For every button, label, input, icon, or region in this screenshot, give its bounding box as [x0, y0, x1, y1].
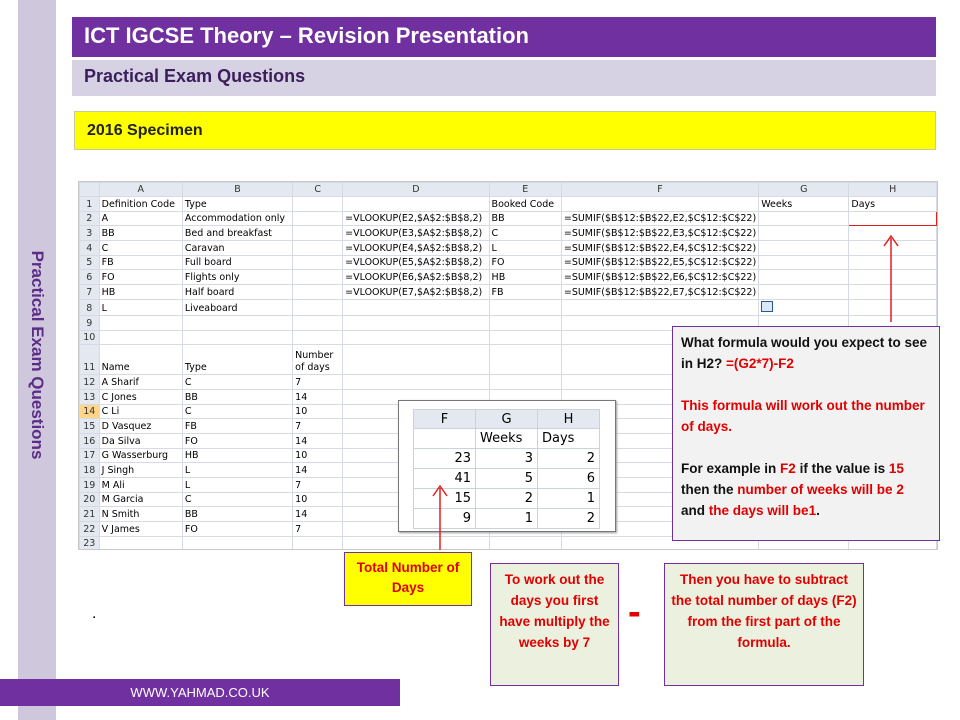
cell: C [182, 492, 292, 507]
cell [343, 345, 489, 375]
row-header-selected: 14 [80, 404, 100, 419]
cell [489, 330, 561, 345]
cell: 2 [538, 449, 600, 469]
stray-dot: . [92, 605, 97, 622]
cell: Name [99, 345, 182, 375]
sheet-row [80, 211, 937, 226]
cell: 2 [538, 509, 600, 529]
cell: FB [182, 419, 292, 434]
cell: C [182, 375, 292, 390]
sheet-row [80, 299, 937, 315]
cell [293, 255, 343, 270]
cell: 7 [293, 419, 343, 434]
cell: Type [182, 345, 292, 375]
zoomed-grid [413, 409, 600, 529]
question-prompt: What formula would you expect to see in H2? [681, 335, 928, 371]
cell [182, 330, 292, 345]
cell: M Ali [99, 478, 182, 493]
example-text: then the [681, 482, 734, 497]
col-header: D [343, 183, 489, 197]
cell: Weeks [759, 197, 849, 212]
cell: HB [489, 270, 561, 285]
cell: =VLOOKUP(E7,$A$2:$B$8,2) [343, 285, 489, 300]
cell [849, 255, 937, 270]
cell [759, 270, 849, 285]
row-header: 23 [80, 536, 100, 550]
cell [489, 299, 561, 315]
cell: 1 [476, 509, 538, 529]
worked-example [681, 458, 931, 521]
row-header: 19 [80, 478, 100, 493]
sidebar-label: Practical Exam Questions [28, 250, 47, 460]
example-days-value: 1 [808, 503, 817, 518]
cell [293, 315, 343, 330]
cell [343, 330, 489, 345]
cell [343, 375, 489, 390]
example-weeks-value: 2 [896, 482, 904, 497]
cell [759, 285, 849, 300]
cell: 23 [414, 449, 476, 469]
cell: 41 [414, 469, 476, 489]
cell [293, 197, 343, 212]
row-header: 9 [80, 315, 100, 330]
example-end: . [816, 503, 820, 518]
answer-explanation: This formula will work out the number of days. [681, 398, 925, 434]
cell [293, 299, 343, 315]
cell: Da Silva [99, 433, 182, 448]
cell [561, 299, 758, 315]
cell: A Sharif [99, 375, 182, 390]
cell: 5 [476, 469, 538, 489]
cell: C [99, 241, 182, 256]
cell: HB [99, 285, 182, 300]
cell-h2-highlight [849, 211, 937, 226]
row-header: 18 [80, 463, 100, 478]
cell: A [99, 211, 182, 226]
zoom-row [414, 429, 600, 449]
cell: 6 [538, 469, 600, 489]
row-header: 12 [80, 375, 100, 390]
row-header: 8 [80, 299, 100, 315]
cell: Accommodation only [182, 211, 292, 226]
cell [99, 536, 182, 550]
cell: C Jones [99, 389, 182, 404]
cell: D Vasquez [99, 419, 182, 434]
cell: 1 [538, 489, 600, 509]
cell [759, 299, 849, 315]
cell: 14 [293, 463, 343, 478]
cell [759, 241, 849, 256]
row-header: 3 [80, 226, 100, 241]
cell: HB [182, 448, 292, 463]
row-header: 4 [80, 241, 100, 256]
cell: N Smith [99, 507, 182, 522]
row-header: 2 [80, 211, 100, 226]
cell: 14 [293, 433, 343, 448]
cell [293, 241, 343, 256]
cell [489, 375, 561, 390]
cell: 9 [414, 509, 476, 529]
cell [99, 315, 182, 330]
cell [343, 197, 489, 212]
cell [759, 226, 849, 241]
cell: Days [538, 429, 600, 449]
col-header: C [293, 183, 343, 197]
multiply-weeks-callout: To work out the days you first have multiply the weeks by 7 [490, 563, 619, 686]
row-header: 17 [80, 448, 100, 463]
cell [414, 429, 476, 449]
row-header: 16 [80, 433, 100, 448]
example-weeks-text: number of weeks will be [737, 482, 893, 497]
cell [343, 315, 489, 330]
cell: 10 [293, 492, 343, 507]
cell [182, 536, 292, 550]
cell: BB [99, 226, 182, 241]
cell: 10 [293, 448, 343, 463]
cell: L [182, 478, 292, 493]
cell [561, 197, 758, 212]
cell: Flights only [182, 270, 292, 285]
cell: M Garcia [99, 492, 182, 507]
cell: 14 [293, 389, 343, 404]
cell: 3 [476, 449, 538, 469]
cell: 7 [293, 375, 343, 390]
cell: C [489, 226, 561, 241]
cell [849, 299, 937, 315]
example-text: For example in [681, 461, 777, 476]
cell: =SUMIF($B$12:$B$22,E3,$C$12:$C$22) [561, 226, 758, 241]
row-header: 15 [80, 419, 100, 434]
zoom-row [414, 509, 600, 529]
cell: FO [182, 522, 292, 537]
cell: Booked Code [489, 197, 561, 212]
col-header: G [476, 410, 538, 429]
cell: Definition Code [99, 197, 182, 212]
col-header: H [538, 410, 600, 429]
col-header: G [759, 183, 849, 197]
row-header: 13 [80, 389, 100, 404]
zoom-row [414, 449, 600, 469]
zoom-row [414, 489, 600, 509]
col-header: E [489, 183, 561, 197]
zoom-row [414, 469, 600, 489]
col-header: H [849, 183, 937, 197]
cell [293, 536, 343, 550]
question-callout [672, 326, 940, 541]
cell: FO [182, 433, 292, 448]
cell [489, 345, 561, 375]
sheet-row [80, 270, 937, 285]
cell: FB [489, 285, 561, 300]
cell: =VLOOKUP(E5,$A$2:$B$8,2) [343, 255, 489, 270]
sheet-row [80, 226, 937, 241]
example-text: if the value is [799, 461, 886, 476]
cell: =VLOOKUP(E3,$A$2:$B$8,2) [343, 226, 489, 241]
footer-website[interactable]: WWW.YAHMAD.CO.UK [0, 679, 400, 706]
sheet-row [80, 241, 937, 256]
cell: J Singh [99, 463, 182, 478]
cell: =SUMIF($B$12:$B$22,E6,$C$12:$C$22) [561, 270, 758, 285]
cell: 14 [293, 507, 343, 522]
cell: G Wasserburg [99, 448, 182, 463]
row-header: 1 [80, 197, 100, 212]
cell: C [182, 404, 292, 419]
cell [293, 211, 343, 226]
col-header: F [414, 410, 476, 429]
col-header: F [561, 183, 758, 197]
cell [849, 270, 937, 285]
cell: Weeks [476, 429, 538, 449]
cell: 2 [476, 489, 538, 509]
cell: BB [182, 507, 292, 522]
cell: FO [99, 270, 182, 285]
cell: =SUMIF($B$12:$B$22,E7,$C$12:$C$22) [561, 285, 758, 300]
question-text [681, 332, 931, 374]
cell [293, 270, 343, 285]
cell [849, 241, 937, 256]
sheet-row [80, 285, 937, 300]
cell [489, 315, 561, 330]
row-header: 5 [80, 255, 100, 270]
cell: Number of days [293, 345, 343, 375]
row-header: 6 [80, 270, 100, 285]
cell [489, 536, 561, 550]
total-days-callout: Total Number of Days [344, 552, 472, 606]
cell [343, 299, 489, 315]
zoomed-spreadsheet-inset [398, 400, 616, 532]
cell [293, 226, 343, 241]
row-header: 21 [80, 507, 100, 522]
column-header-row [80, 183, 937, 197]
cell: Full board [182, 255, 292, 270]
cell [343, 536, 489, 550]
sheet-row [80, 255, 937, 270]
cell: FO [489, 255, 561, 270]
cell [99, 330, 182, 345]
cell [182, 315, 292, 330]
cell: 10 [293, 404, 343, 419]
sheet-row [80, 197, 937, 212]
cell: 15 [414, 489, 476, 509]
cell: BB [489, 211, 561, 226]
cell: =VLOOKUP(E4,$A$2:$B$8,2) [343, 241, 489, 256]
cell: Half board [182, 285, 292, 300]
example-value: 15 [888, 461, 904, 476]
cell [849, 226, 937, 241]
col-header: B [182, 183, 292, 197]
row-header: 20 [80, 492, 100, 507]
cell: Liveaboard [182, 299, 292, 315]
cell: L [182, 463, 292, 478]
cell: V James [99, 522, 182, 537]
cell: 7 [293, 478, 343, 493]
cell: =SUMIF($B$12:$B$22,E2,$C$12:$C$22) [561, 211, 758, 226]
autofill-options-icon[interactable] [761, 301, 773, 312]
row-header: 22 [80, 522, 100, 537]
cell: BB [182, 389, 292, 404]
cell: Type [182, 197, 292, 212]
cell: C Li [99, 404, 182, 419]
zoom-column-header-row [414, 410, 600, 429]
minus-sign: - [628, 591, 641, 633]
cell [293, 330, 343, 345]
row-header: 11 [80, 345, 100, 375]
cell: =VLOOKUP(E2,$A$2:$B$8,2) [343, 211, 489, 226]
cell [759, 211, 849, 226]
cell [849, 285, 937, 300]
cell: L [99, 299, 182, 315]
cell: Days [849, 197, 937, 212]
slide-subtitle: Practical Exam Questions [72, 60, 936, 96]
cell: =SUMIF($B$12:$B$22,E5,$C$12:$C$22) [561, 255, 758, 270]
question-answer: =(G2*7)-F2 [726, 356, 794, 371]
cell: FB [99, 255, 182, 270]
cell: =VLOOKUP(E6,$A$2:$B$8,2) [343, 270, 489, 285]
cell: 7 [293, 522, 343, 537]
cell: L [489, 241, 561, 256]
cell [293, 285, 343, 300]
example-cell: F2 [780, 461, 796, 476]
slide-title: ICT IGCSE Theory – Revision Presentation [72, 17, 936, 57]
cell: =SUMIF($B$12:$B$22,E4,$C$12:$C$22) [561, 241, 758, 256]
row-header: 10 [80, 330, 100, 345]
section-heading: 2016 Specimen [74, 111, 936, 150]
row-header: 7 [80, 285, 100, 300]
cell: Bed and breakfast [182, 226, 292, 241]
corner-cell [80, 183, 100, 197]
example-text: and [681, 503, 706, 518]
cell [759, 255, 849, 270]
col-header: A [99, 183, 182, 197]
subtract-callout: Then you have to subtract the total number of days (F2) from the first part of the formula. [664, 563, 864, 686]
example-days-text: the days will be [708, 503, 809, 518]
cell: Caravan [182, 241, 292, 256]
